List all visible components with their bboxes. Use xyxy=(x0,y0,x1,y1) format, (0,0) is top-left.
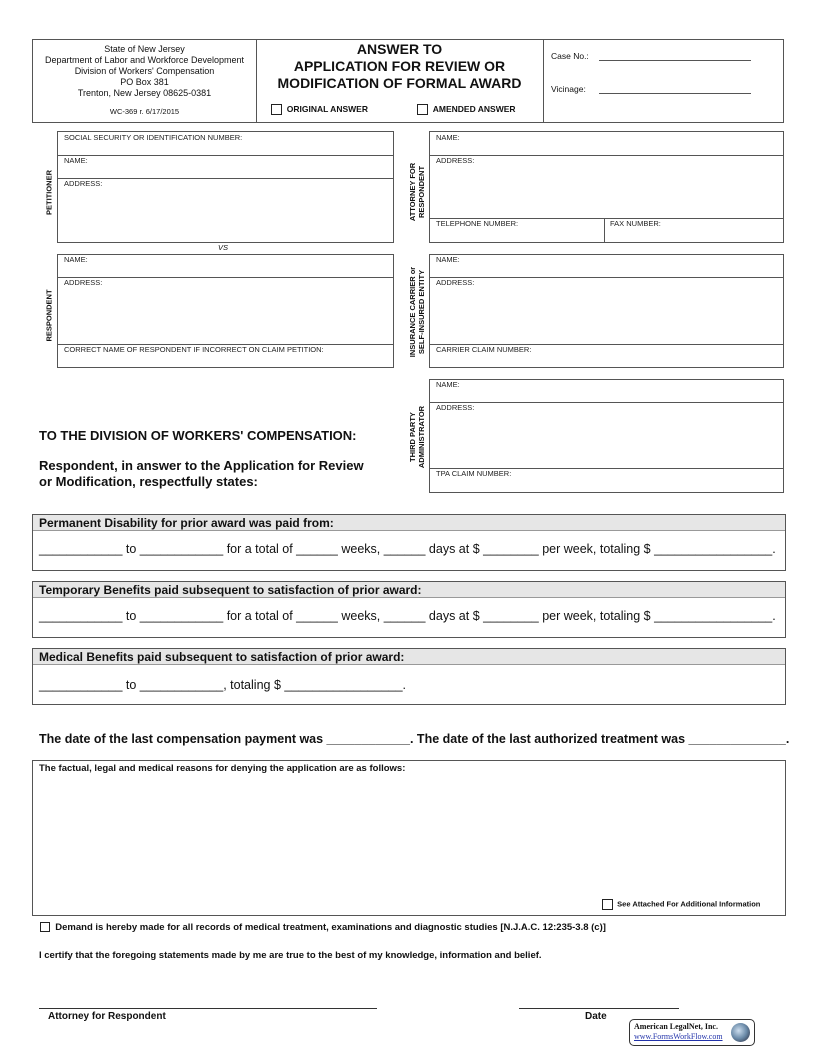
statement-line: Respondent, in answer to the Application for Review xyxy=(39,458,364,473)
case-no-label: Case No.: xyxy=(551,51,589,61)
carrier-address-field[interactable]: ADDRESS: xyxy=(436,278,475,287)
form-header xyxy=(32,39,784,123)
tpa-label xyxy=(408,397,426,477)
section-title: Permanent Disability for prior award was paid from: xyxy=(33,515,785,531)
title-line: MODIFICATION OF FORMAL AWARD xyxy=(277,75,522,91)
attorney-signature-line[interactable] xyxy=(39,1008,377,1009)
label-line: THIRD PARTY xyxy=(408,412,417,462)
petitioner-label: PETITIONER xyxy=(44,170,54,216)
see-attached-checkbox[interactable] xyxy=(602,899,613,910)
date-label: Date xyxy=(585,1011,607,1022)
vicinage-label: Vicinage: xyxy=(551,84,586,94)
see-attached-label: See Attached For Additional Information xyxy=(617,899,761,909)
attorney-fax-field[interactable]: FAX NUMBER: xyxy=(610,219,661,228)
logo-name: American LegalNet, Inc. xyxy=(634,1022,718,1031)
label-line: INSURANCE CARRIER or xyxy=(408,266,417,358)
carrier-name-field[interactable]: NAME: xyxy=(436,255,460,264)
temporary-benefits-fields[interactable]: ____________ to ____________ for a total of ______ weeks, ______ days at $ ________ per week, totaling $ _________________. xyxy=(39,609,776,623)
title-line: ANSWER TO xyxy=(356,41,443,57)
tpa-box xyxy=(429,379,784,493)
see-attached-option[interactable] xyxy=(602,899,760,910)
agency-line: Department of Labor and Workforce Development xyxy=(45,55,244,65)
title-line: APPLICATION FOR REVIEW OR xyxy=(293,58,506,74)
agency-line: PO Box 381 xyxy=(120,77,169,87)
demand-checkbox[interactable] xyxy=(40,922,50,932)
agency-line: Division of Workers' Compensation xyxy=(74,66,215,76)
certification-text: I certify that the foregoing statements made by me are true to the best of my knowledge, information and belief. xyxy=(39,950,542,961)
logo-url[interactable]: www.FormsWorkFlow.com xyxy=(634,1032,723,1041)
label-line: SELF-INSURED ENTITY xyxy=(417,269,426,355)
permanent-disability-fields[interactable]: ____________ to ____________ for a total of ______ weeks, ______ days at $ ________ per week, totaling $ _________________. xyxy=(39,542,776,556)
original-answer-label: ORIGINAL ANSWER xyxy=(286,104,368,114)
label-line: ADMINISTRATOR xyxy=(417,405,426,469)
agency-line: State of New Jersey xyxy=(104,44,185,54)
attorney-box xyxy=(429,131,784,243)
petitioner-box xyxy=(57,131,394,243)
amended-answer-checkbox[interactable] xyxy=(417,104,428,115)
to-division-heading: TO THE DIVISION OF WORKERS' COMPENSATION: xyxy=(39,428,357,443)
label-line: ATTORNEY FOR xyxy=(408,162,417,222)
tpa-address-field[interactable]: ADDRESS: xyxy=(436,403,475,412)
vs-label: VS xyxy=(218,243,229,252)
attorney-phone-field[interactable]: TELEPHONE NUMBER: xyxy=(436,219,519,228)
form-title xyxy=(256,41,543,92)
demand-option[interactable] xyxy=(40,922,606,933)
vicinage-field[interactable] xyxy=(599,93,751,94)
globe-icon xyxy=(731,1023,750,1042)
attorney-label xyxy=(408,142,426,242)
reasons-box[interactable] xyxy=(32,760,786,916)
correct-name-field[interactable]: CORRECT NAME OF RESPONDENT IF INCORRECT ON CLAIM PETITION: xyxy=(64,345,324,354)
agency-block xyxy=(33,44,256,99)
tpa-claim-field[interactable]: TPA CLAIM NUMBER: xyxy=(436,469,512,478)
reasons-title: The factual, legal and medical reasons for denying the application are as follows: xyxy=(39,763,406,774)
section-title: Temporary Benefits paid subsequent to satisfaction of prior award: xyxy=(33,582,785,598)
case-no-field[interactable] xyxy=(599,60,751,61)
attorney-address-field[interactable]: ADDRESS: xyxy=(436,156,475,165)
medical-benefits-fields[interactable]: ____________ to ____________, totaling $ _________________. xyxy=(39,678,407,692)
label-line: RESPONDENT xyxy=(417,165,426,219)
permanent-disability-section xyxy=(32,514,786,571)
carrier-label xyxy=(408,252,426,372)
original-answer-option[interactable] xyxy=(271,104,368,115)
last-dates-line[interactable]: The date of the last compensation payment was ____________. The date of the last authorized treatment was ______________. xyxy=(39,732,790,746)
respondent-name-field[interactable]: NAME: xyxy=(64,255,88,264)
form-number: WC-369 r. 6/17/2015 xyxy=(109,107,180,116)
american-legalnet-logo xyxy=(629,1019,755,1046)
amended-answer-label: AMENDED ANSWER xyxy=(432,104,516,114)
attorney-name-field[interactable]: NAME: xyxy=(436,133,460,142)
respondent-label: RESPONDENT xyxy=(44,289,54,342)
temporary-benefits-section xyxy=(32,581,786,638)
ssn-field[interactable]: SOCIAL SECURITY OR IDENTIFICATION NUMBER: xyxy=(64,133,243,142)
attorney-signature-label: Attorney for Respondent xyxy=(48,1011,166,1022)
statement-line: or Modification, respectfully states: xyxy=(39,474,258,489)
agency-line: Trenton, New Jersey 08625-0381 xyxy=(77,88,212,98)
petitioner-address-field[interactable]: ADDRESS: xyxy=(64,179,103,188)
tpa-name-field[interactable]: NAME: xyxy=(436,380,460,389)
carrier-box xyxy=(429,254,784,368)
demand-label: Demand is hereby made for all records of medical treatment, examinations and diagnostic studies [N.J.A.C. 12:235-3.8 (c)] xyxy=(55,922,606,933)
respondent-address-field[interactable]: ADDRESS: xyxy=(64,278,103,287)
original-answer-checkbox[interactable] xyxy=(271,104,282,115)
medical-benefits-section xyxy=(32,648,786,705)
carrier-claim-field[interactable]: CARRIER CLAIM NUMBER: xyxy=(436,345,532,354)
section-title: Medical Benefits paid subsequent to satisfaction of prior award: xyxy=(33,649,785,665)
amended-answer-option[interactable] xyxy=(417,104,516,115)
respondent-box xyxy=(57,254,394,368)
respondent-statement xyxy=(39,458,364,490)
date-signature-line[interactable] xyxy=(519,1008,679,1009)
petitioner-name-field[interactable]: NAME: xyxy=(64,156,88,165)
